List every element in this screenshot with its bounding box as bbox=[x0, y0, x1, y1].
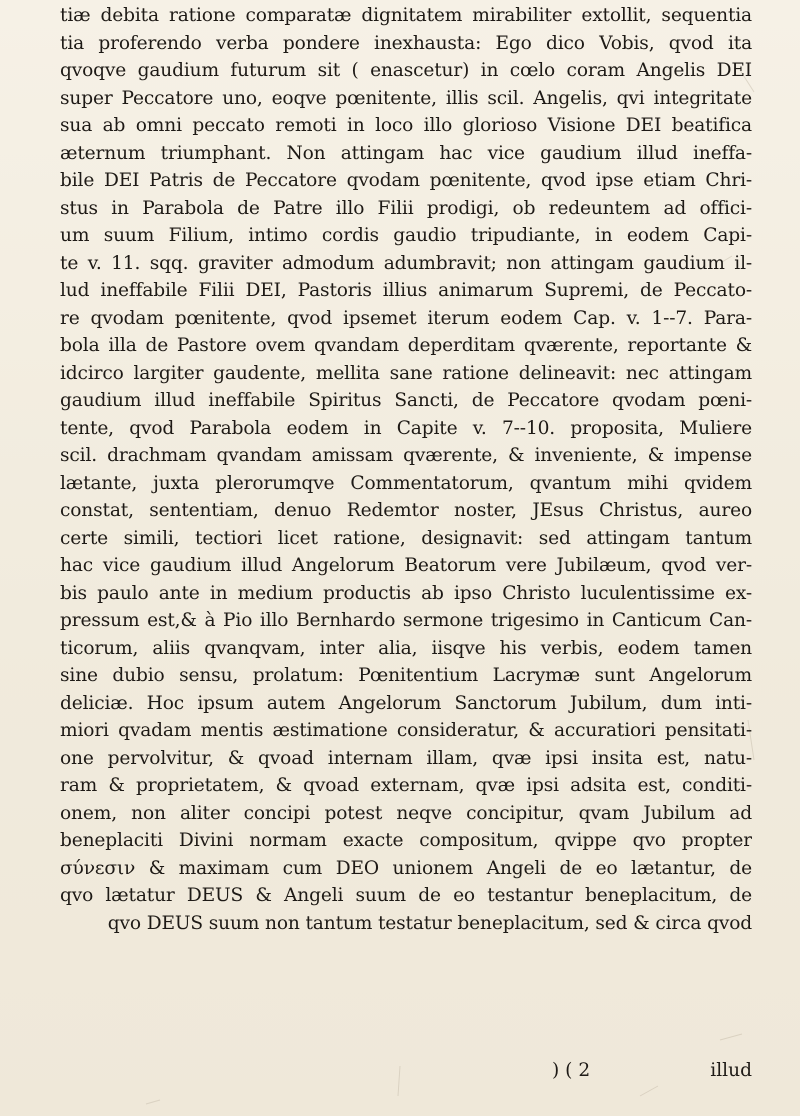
text-line: re qvodam pœnitente, qvod ipsemet iterum eodem Cap. v. 1--7. Para- bbox=[60, 307, 752, 329]
text-line: te v. 11. sqq. graviter admodum adumbravit; non attingam gaudium il- bbox=[60, 252, 752, 274]
text-line: σύνεσιν & maximam cum DEO unionem Angeli de eo lætantur, de bbox=[60, 857, 752, 879]
text-line: lætante, juxta plerorumqve Commentatorum, qvantum mihi qvidem bbox=[60, 472, 752, 494]
text-line: sine dubio sensu, prolatum: Pœnitentium Lacrymæ sunt Angelorum bbox=[60, 665, 752, 686]
text-line: um suum Filium, intimo cordis gaudio tripudiante, in eodem Capi- bbox=[60, 225, 752, 246]
text-line: tente, qvod Parabola eodem in Capite v. 7--10. proposita, Muliere bbox=[60, 417, 752, 439]
text-line: gaudium illud ineffabile Spiritus Sancti, de Peccatore qvodam pœni- bbox=[60, 390, 752, 411]
text-line: bola illa de Pastore ovem qvandam deperditam qværente, reportante & bbox=[60, 335, 752, 356]
text-line: qvo lætatur DEUS & Angeli suum de eo testantur beneplacitum, de bbox=[60, 885, 752, 906]
text-line: sua ab omni peccato remoti in loco illo glorioso Visione DEI beatifica bbox=[60, 115, 752, 136]
text-line: deliciæ. Hoc ipsum autem Angelorum Sanctorum Jubilum, dum inti- bbox=[60, 692, 752, 714]
latin-body-text bbox=[60, 2, 752, 937]
text-line: pressum est,& à Pio illo Bernhardo sermone trigesimo in Canticum Can- bbox=[60, 610, 752, 631]
text-line: hac vice gaudium illud Angelorum Beatorum vere Jubilæum, qvod ver- bbox=[60, 555, 752, 576]
text-line: scil. drachmam qvandam amissam qværente, & inveniente, & impense bbox=[60, 445, 752, 466]
text-line: onem, non aliter concipi potest neqve concipitur, qvam Jubilum ad bbox=[60, 802, 752, 824]
text-line: ram & proprietatem, & qvoad externam, qvæ ipsi adsita est, conditi- bbox=[60, 775, 752, 796]
text-line: one pervolvitur, & qvoad internam illam, qvæ ipsi insita est, natu- bbox=[60, 747, 752, 769]
text-line: tia proferendo verba pondere inexhausta: Ego dico Vobis, qvod ita bbox=[60, 32, 752, 54]
signature-mark: ) ( 2 bbox=[552, 1060, 591, 1081]
text-line: bis paulo ante in medium productis ab ipso Christo luculentissime ex- bbox=[60, 582, 752, 604]
text-line: stus in Parabola de Patre illo Filii prodigi, ob redeuntem ad offici- bbox=[60, 197, 752, 219]
text-line: constat, sententiam, denuo Redemtor noster, JEsus Christus, aureo bbox=[60, 500, 752, 521]
text-line: certe simili, tectiori licet ratione, designavit: sed attingam tantum bbox=[60, 527, 752, 549]
text-line: idcirco largiter gaudente, mellita sane ratione delineavit: nec attingam bbox=[60, 362, 752, 384]
text-line: qvoqve gaudium futurum sit ( enascetur) in cœlo coram Angelis DEI bbox=[60, 60, 752, 81]
text-line: lud ineffabile Filii DEI, Pastoris illius animarum Supremi, de Peccato- bbox=[60, 280, 752, 301]
text-line: miori qvadam mentis æstimatione consideratur, & accuratiori pensitati- bbox=[60, 720, 752, 741]
text-line: tiæ debita ratione comparatæ dignitatem mirabiliter extollit, sequentia bbox=[60, 5, 752, 26]
text-line: ticorum, aliis qvanqvam, inter alia, iisqve his verbis, eodem tamen bbox=[60, 637, 752, 659]
catchword: illud bbox=[710, 1060, 752, 1081]
text-line: æternum triumphant. Non attingam hac vice gaudium illud ineffa- bbox=[60, 142, 752, 164]
text-line: super Peccatore uno, eoqve pœnitente, illis scil. Angelis, qvi integritate bbox=[60, 87, 752, 109]
text-line: bile DEI Patris de Peccatore qvodam pœnitente, qvod ipse etiam Chri- bbox=[60, 170, 752, 191]
text-line: qvo DEUS suum non tantum testatur beneplacitum, sed & circa qvod bbox=[107, 912, 752, 934]
text-line: beneplaciti Divini normam exacte compositum, qvippe qvo propter bbox=[60, 830, 752, 851]
